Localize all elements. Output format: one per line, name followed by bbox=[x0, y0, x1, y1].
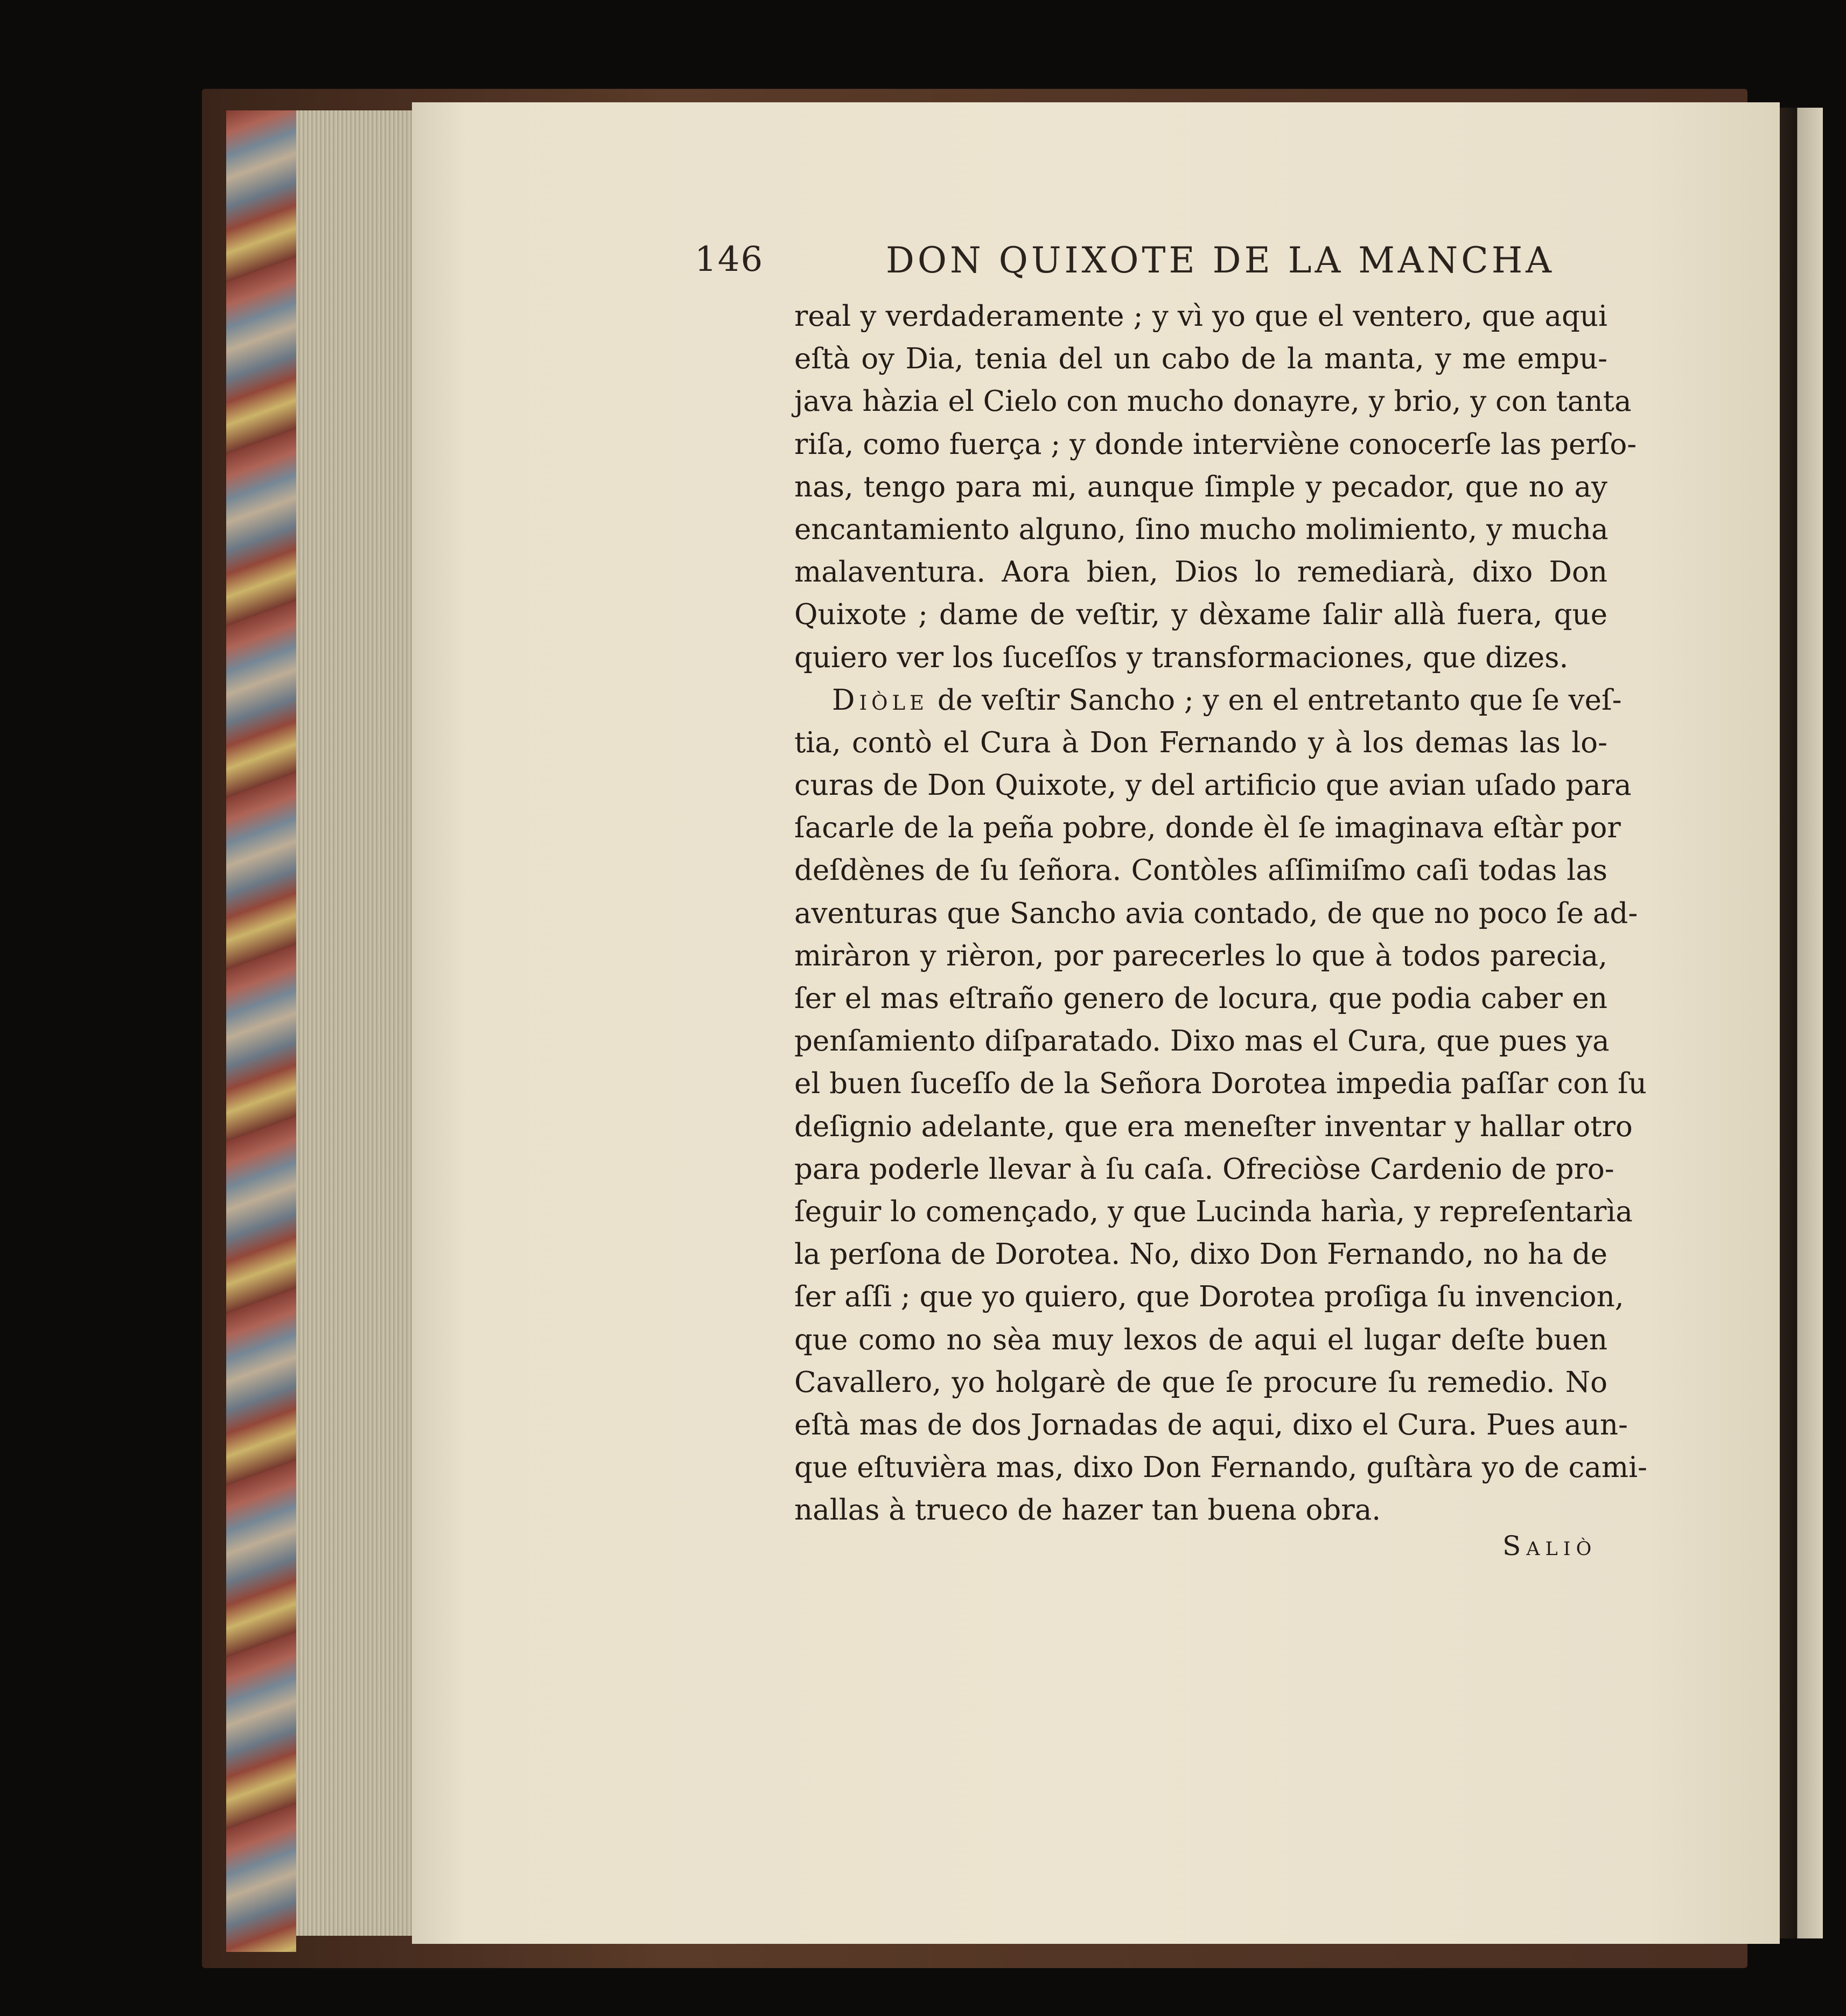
page-edges bbox=[296, 110, 412, 1936]
text-line: que eſtuvièra mas, dixo Don Fernando, guſtàra yo de cami- bbox=[794, 1451, 1647, 1485]
opening-line-rest: de veſtir Sancho ; y en el entretanto que ſe veſ- bbox=[928, 683, 1622, 717]
page-number: 146 bbox=[695, 240, 764, 279]
text-line: que como no sèa muy lexos de aqui el lugar deſte buen bbox=[794, 1323, 1607, 1356]
text-line: ſeguir lo començado, y que Lucinda harìa, y repreſentarìa bbox=[794, 1195, 1633, 1228]
text-line: java hàzia el Cielo con mucho donayre, y brio, y con tanta bbox=[794, 385, 1632, 418]
text-line: ſer aſſi ; que yo quiero, que Dorotea proſiga ſu invencion, bbox=[794, 1280, 1624, 1314]
text-line: eſtà mas de dos Jornadas de aqui, dixo el Cura. Pues aun- bbox=[794, 1408, 1628, 1441]
text-line: miràron y rièron, por parecerles lo que à todos parecia, bbox=[794, 939, 1607, 972]
marbled-edge bbox=[226, 110, 296, 1952]
text-line: quiero ver los ſuceſſos y transformaciones, que dizes. bbox=[794, 641, 1569, 674]
text-line: nas, tengo para mi, aunque ſimple y pecador, que no ay bbox=[794, 470, 1607, 503]
text-line: riſa, como fuerça ; y donde interviène conocerſe las perſo- bbox=[794, 428, 1637, 461]
text-line: tia, contò el Cura à Don Fernando y à los demas las lo- bbox=[794, 726, 1607, 759]
text-line: deſignio adelante, que era meneſter inventar y hallar otro bbox=[794, 1110, 1633, 1143]
running-head: DON QUIXOTE DE LA MANCHA bbox=[886, 240, 1555, 281]
text-line: el buen ſuceſſo de la Señora Dorotea impedia paſſar con ſu bbox=[794, 1067, 1647, 1101]
drop-word: Diòle bbox=[832, 683, 929, 717]
text-line: nallas à trueco de hazer tan buena obra. bbox=[794, 1494, 1381, 1527]
facing-page-edge bbox=[1780, 108, 1823, 1938]
catchword: Saliò bbox=[1502, 1530, 1597, 1562]
body-text bbox=[794, 295, 1647, 1531]
text-line: malaventura. Aora bien, Dios lo remediarà, dixo Don bbox=[794, 556, 1607, 589]
text-line: penſamiento diſparatado. Dixo mas el Cura, que pues ya bbox=[794, 1025, 1610, 1058]
text-line: ſer el mas eſtraño genero de locura, que podia caber en bbox=[794, 982, 1607, 1015]
text-line: real y verdaderamente ; y vì yo que el ventero, que aqui bbox=[794, 300, 1607, 333]
text-line: deſdènes de ſu ſeñora. Contòles aſſimiſmo caſi todas las bbox=[794, 854, 1607, 887]
page-header bbox=[695, 240, 1610, 288]
text-line: curas de Don Quixote, y del artificio que avian uſado para bbox=[794, 769, 1632, 802]
text-line: para poderle llevar à ſu caſa. Ofreciòse Cardenio de pro- bbox=[794, 1152, 1614, 1186]
text-line: la perſona de Dorotea. No, dixo Don Fernando, no ha de bbox=[794, 1238, 1607, 1271]
text-line: encantamiento alguno, ſino mucho molimiento, y mucha bbox=[794, 513, 1609, 546]
text-line: Cavallero, yo holgarè de que ſe procure ſu remedio. No bbox=[794, 1366, 1607, 1399]
paragraph-opening-line bbox=[794, 679, 1622, 722]
text-line: aventuras que Sancho avia contado, de que no poco ſe ad- bbox=[794, 897, 1638, 930]
text-line: ſacarle de la peña pobre, donde èl ſe imaginava eſtàr por bbox=[794, 811, 1621, 845]
text-line: eſtà oy Dia, tenia del un cabo de la manta, y me empu- bbox=[794, 342, 1607, 376]
text-line: Quixote ; dame de veſtir, y dèxame ſalir allà fuera, que bbox=[794, 598, 1607, 632]
